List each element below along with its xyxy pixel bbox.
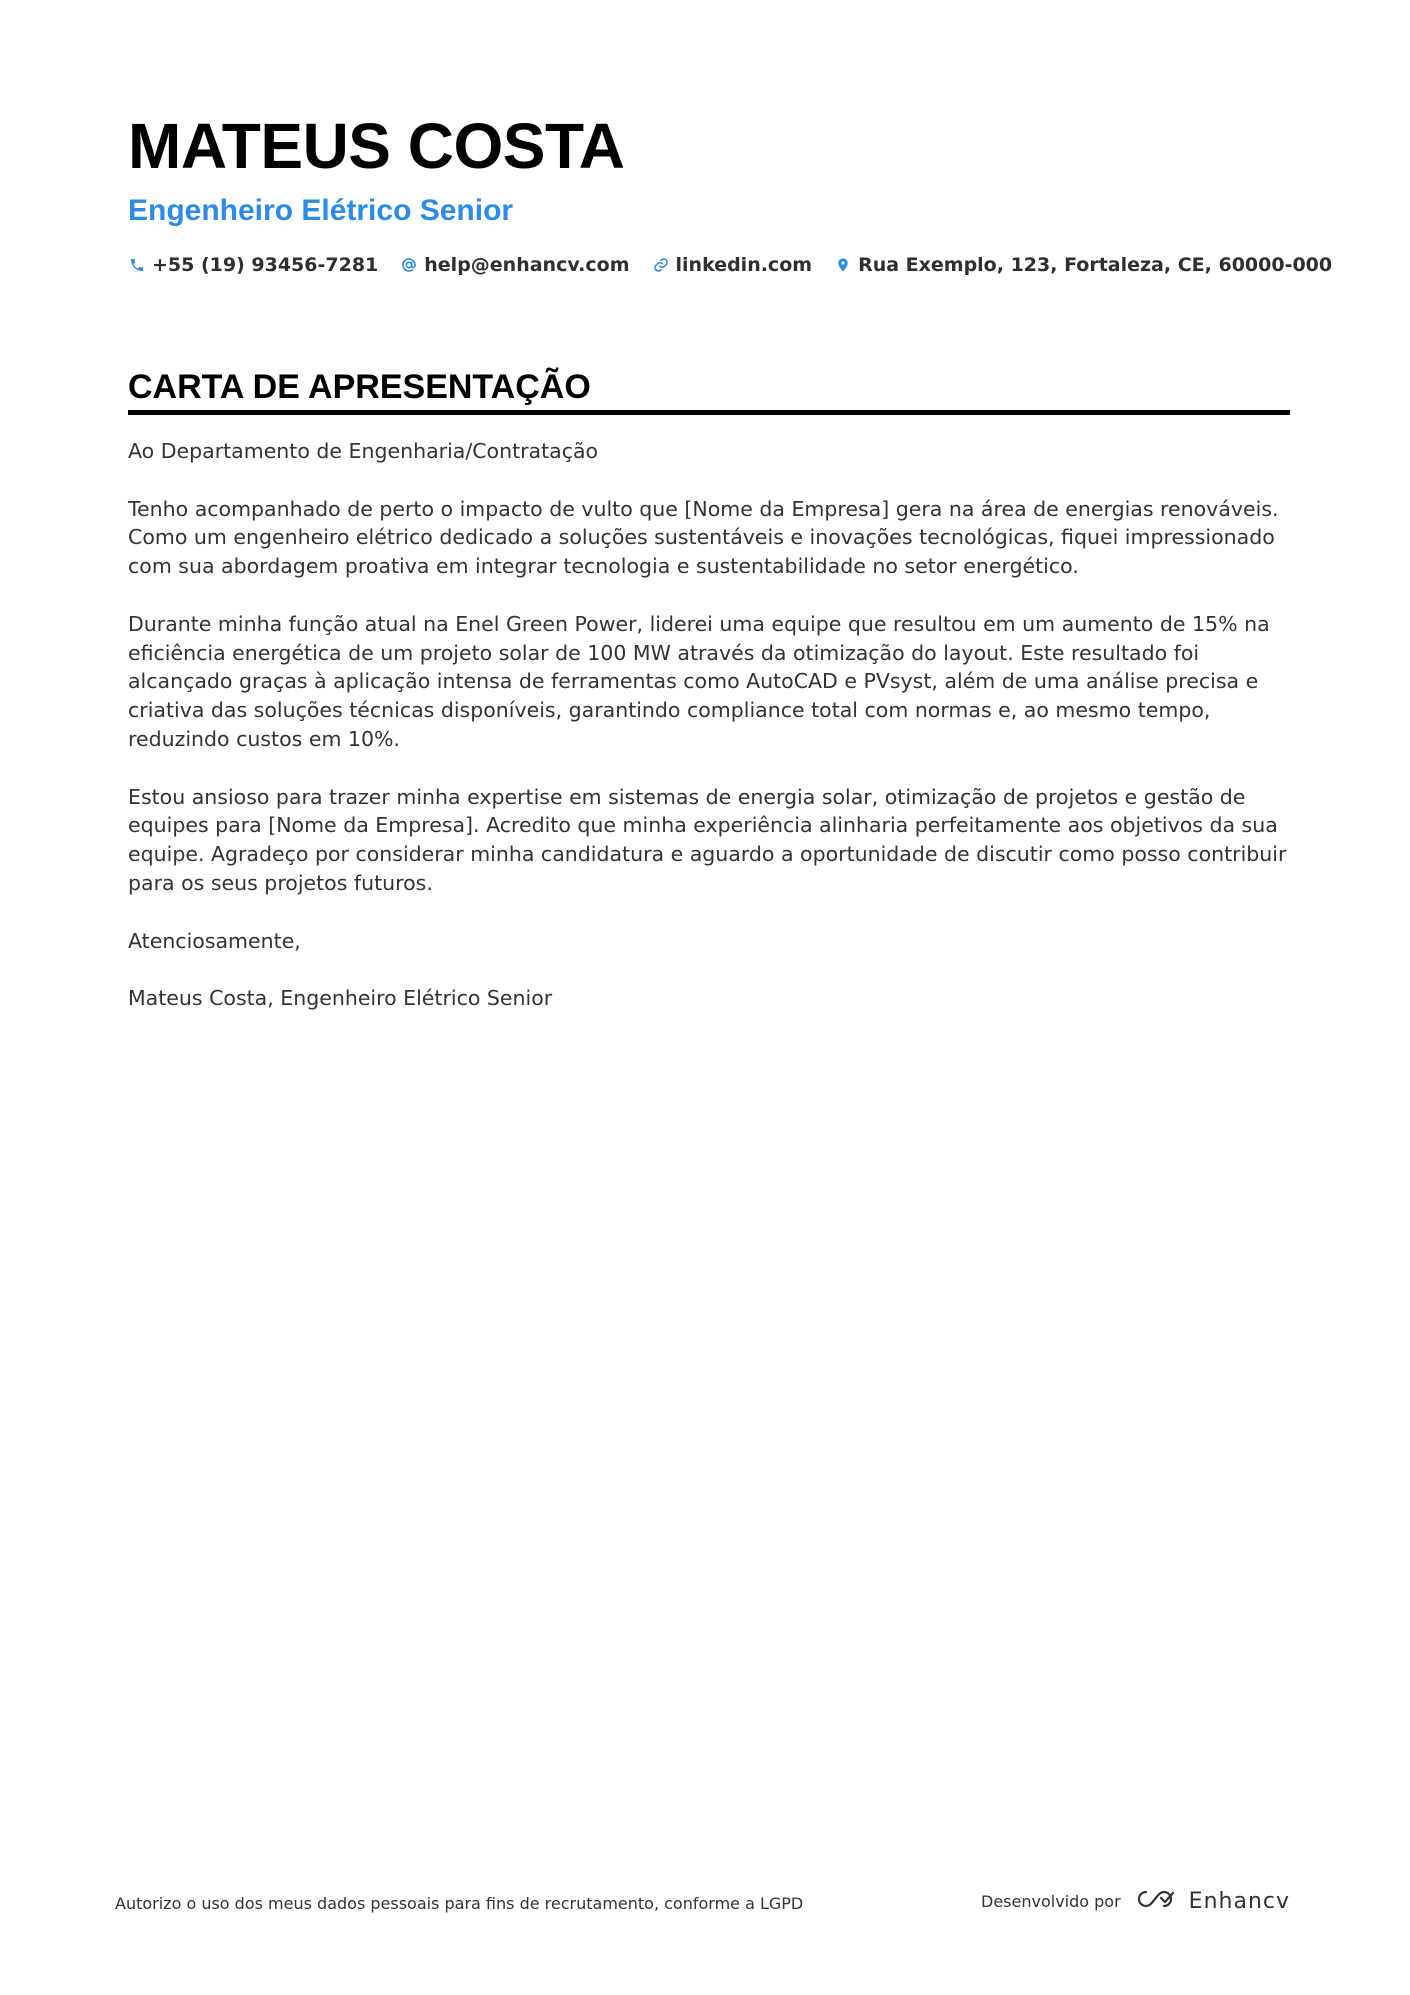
contact-link[interactable] xyxy=(652,252,813,278)
signature: Mateus Costa, Engenheiro Elétrico Senior xyxy=(128,986,553,1011)
link-text: linkedin.com xyxy=(675,254,813,276)
letter-body xyxy=(128,437,1290,1013)
email-text: help@enhancv.com xyxy=(424,254,630,276)
letter-paragraph: Durante minha função atual na Enel Green Power, liderei uma equipe que resultou em um aumento de 15% na eficiência energética de um projeto solar de 100 MW através da otimização do layout. Este resultado foi alcançado graças à aplicação intensa de ferramentas como AutoCAD e PVsyst, além de uma análise precisa e criativa das soluções técnicas disponíveis, garantindo compliance total com normas e, ao mesmo tempo, reduzindo custos em 10%. xyxy=(128,611,1270,751)
candidate-name: MATEUS COSTA xyxy=(128,110,625,182)
enhancv-logo-icon xyxy=(1133,1887,1179,1915)
greeting: Ao Departamento de Engenharia/Contratação xyxy=(128,439,599,463)
cover-letter-page xyxy=(128,108,1333,1042)
built-with-label: Desenvolvido por xyxy=(981,1891,1121,1911)
address-text: Rua Exemplo, 123, Fortaleza, CE, 60000-000 xyxy=(858,254,1333,276)
at-icon xyxy=(400,256,418,274)
contact-bar xyxy=(128,252,1333,278)
consent-note: Autorizo o uso dos meus dados pessoais para fins de recrutamento, conforme a LGPD xyxy=(115,1894,804,1913)
contact-address xyxy=(834,252,1332,278)
link-icon xyxy=(652,256,670,274)
section-title: CARTA DE APRESENTAÇÃO xyxy=(128,366,1290,415)
brand-name: Enhancv xyxy=(1188,1888,1290,1914)
contact-phone[interactable] xyxy=(128,252,378,278)
footer-branding[interactable] xyxy=(981,1887,1290,1915)
letter-paragraph: Tenho acompanhado de perto o impacto de vulto que [Nome da Empresa] gera na área de energias renováveis. Como um engenheiro elétrico dedicado a soluções sustentáveis e inovações tecnológicas, fiquei impressionado com sua abordagem proativa em integrar tecnologia e sustentabilidade no setor energético. xyxy=(128,496,1279,579)
closing: Atenciosamente, xyxy=(128,928,301,953)
location-pin-icon xyxy=(834,256,852,274)
letter-paragraph: Estou ansioso para trazer minha expertise em sistemas de energia solar, otimização de projetos e gestão de equipes para [Nome da Empresa]. Acredito que minha experiência alinharia perfeitamente aos objetivos da sua equipe. Agradeço por considerar minha candidatura e aguardo a oportunidade de discutir como posso contribuir para os seus projetos futuros. xyxy=(128,784,1287,895)
phone-text: +55 (19) 93456-7281 xyxy=(152,254,379,276)
phone-icon xyxy=(128,256,146,274)
brand[interactable] xyxy=(1133,1887,1290,1915)
contact-email[interactable] xyxy=(400,252,629,278)
job-title: Engenheiro Elétrico Senior xyxy=(128,194,514,227)
